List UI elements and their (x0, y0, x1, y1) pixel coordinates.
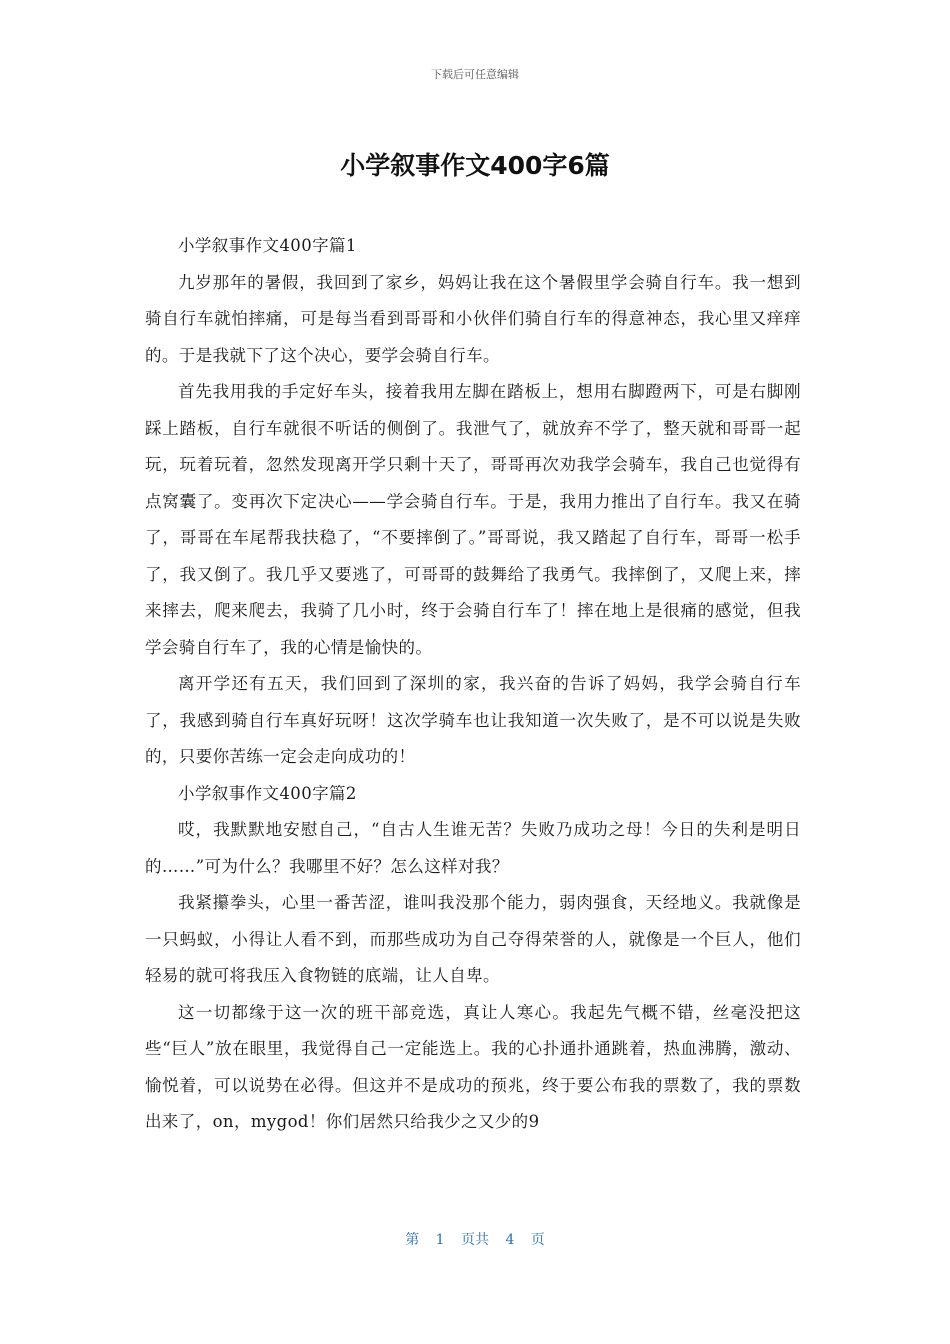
paragraph: 首先我用我的手定好车头，接着我用左脚在踏板上，想用右脚蹬两下，可是右脚刚踩上踏板，自行车就很不听话的侧倒了。我泄气了，就放弃不学了，整天就和哥哥一起玩，玩着玩着，忽然发现离开学只剩十天了，哥哥再次劝我学会骑车，我自己也觉得有点窝囊了。变再次下定决心——学会骑自行车。于是，我用力推出了自行车。我又在骑了，哥哥在车尾帮我扶稳了，“不要摔倒了。”哥哥说，我又踏起了自行车，哥哥一松手了，我又倒了。我几乎又要逃了，可哥哥的鼓舞给了我勇气。我摔倒了，又爬上来，摔来摔去，爬来爬去，我骑了几小时，终于会骑自行车了！摔在地上是很痛的感觉，但我学会骑自行车了，我的心情是愉快的。 (145, 382, 801, 657)
paragraph: 这一切都缘于这一次的班干部竞选，真让人寒心。我起先气概不错，丝毫没把这些“巨人”放在眼里，我觉得自己一定能选上。我的心扑通扑通跳着，热血沸腾，激动、愉悦着，可以说势在必得。但这并不是成功的预兆，终于要公布我的票数了，我的票数出来了，on，mygod！你们居然只给我少之又少的9 (145, 1002, 801, 1131)
page-header: 下载后可任意编辑 (431, 68, 519, 81)
section-heading-1: 小学叙事作文400字篇1 (178, 236, 357, 255)
document-title: 小学叙事作文400字6篇 (340, 151, 610, 180)
document-body (145, 228, 801, 1141)
paragraph: 哎，我默默地安慰自己，“自古人生谁无苦？失败乃成功之母！今日的失利是明日的……”可为什么？我哪里不好？怎么这样对我？ (145, 820, 801, 876)
paragraph: 九岁那年的暑假，我回到了家乡，妈妈让我在这个暑假里学会骑自行车。我一想到骑自行车就怕摔痛，可是每当看到哥哥和小伙伴们骑自行车的得意神态，我心里又痒痒的。于是我就下了这个决心，要学会骑自行车。 (145, 272, 801, 365)
section-heading-2: 小学叙事作文400字篇2 (178, 783, 357, 803)
page-number-footer: 第 1 页共 4 页 (405, 1232, 545, 1248)
paragraph: 我紧攥拳头，心里一番苦涩，谁叫我没那个能力，弱肉强食，天经地义。我就像是一只蚂蚁，小得让人看不到，而那些成功为自己夺得荣誉的人，就像是一个巨人，他们轻易的就可将我压入食物链的底端，让人自卑。 (145, 893, 801, 985)
paragraph: 离开学还有五天，我们回到了深圳的家，我兴奋的告诉了妈妈，我学会骑自行车了，我感到骑自行车真好玩呀！这次学骑车也让我知道一次失败了，是不可以说是失败的，只要你苦练一定会走向成功的！ (145, 674, 801, 766)
